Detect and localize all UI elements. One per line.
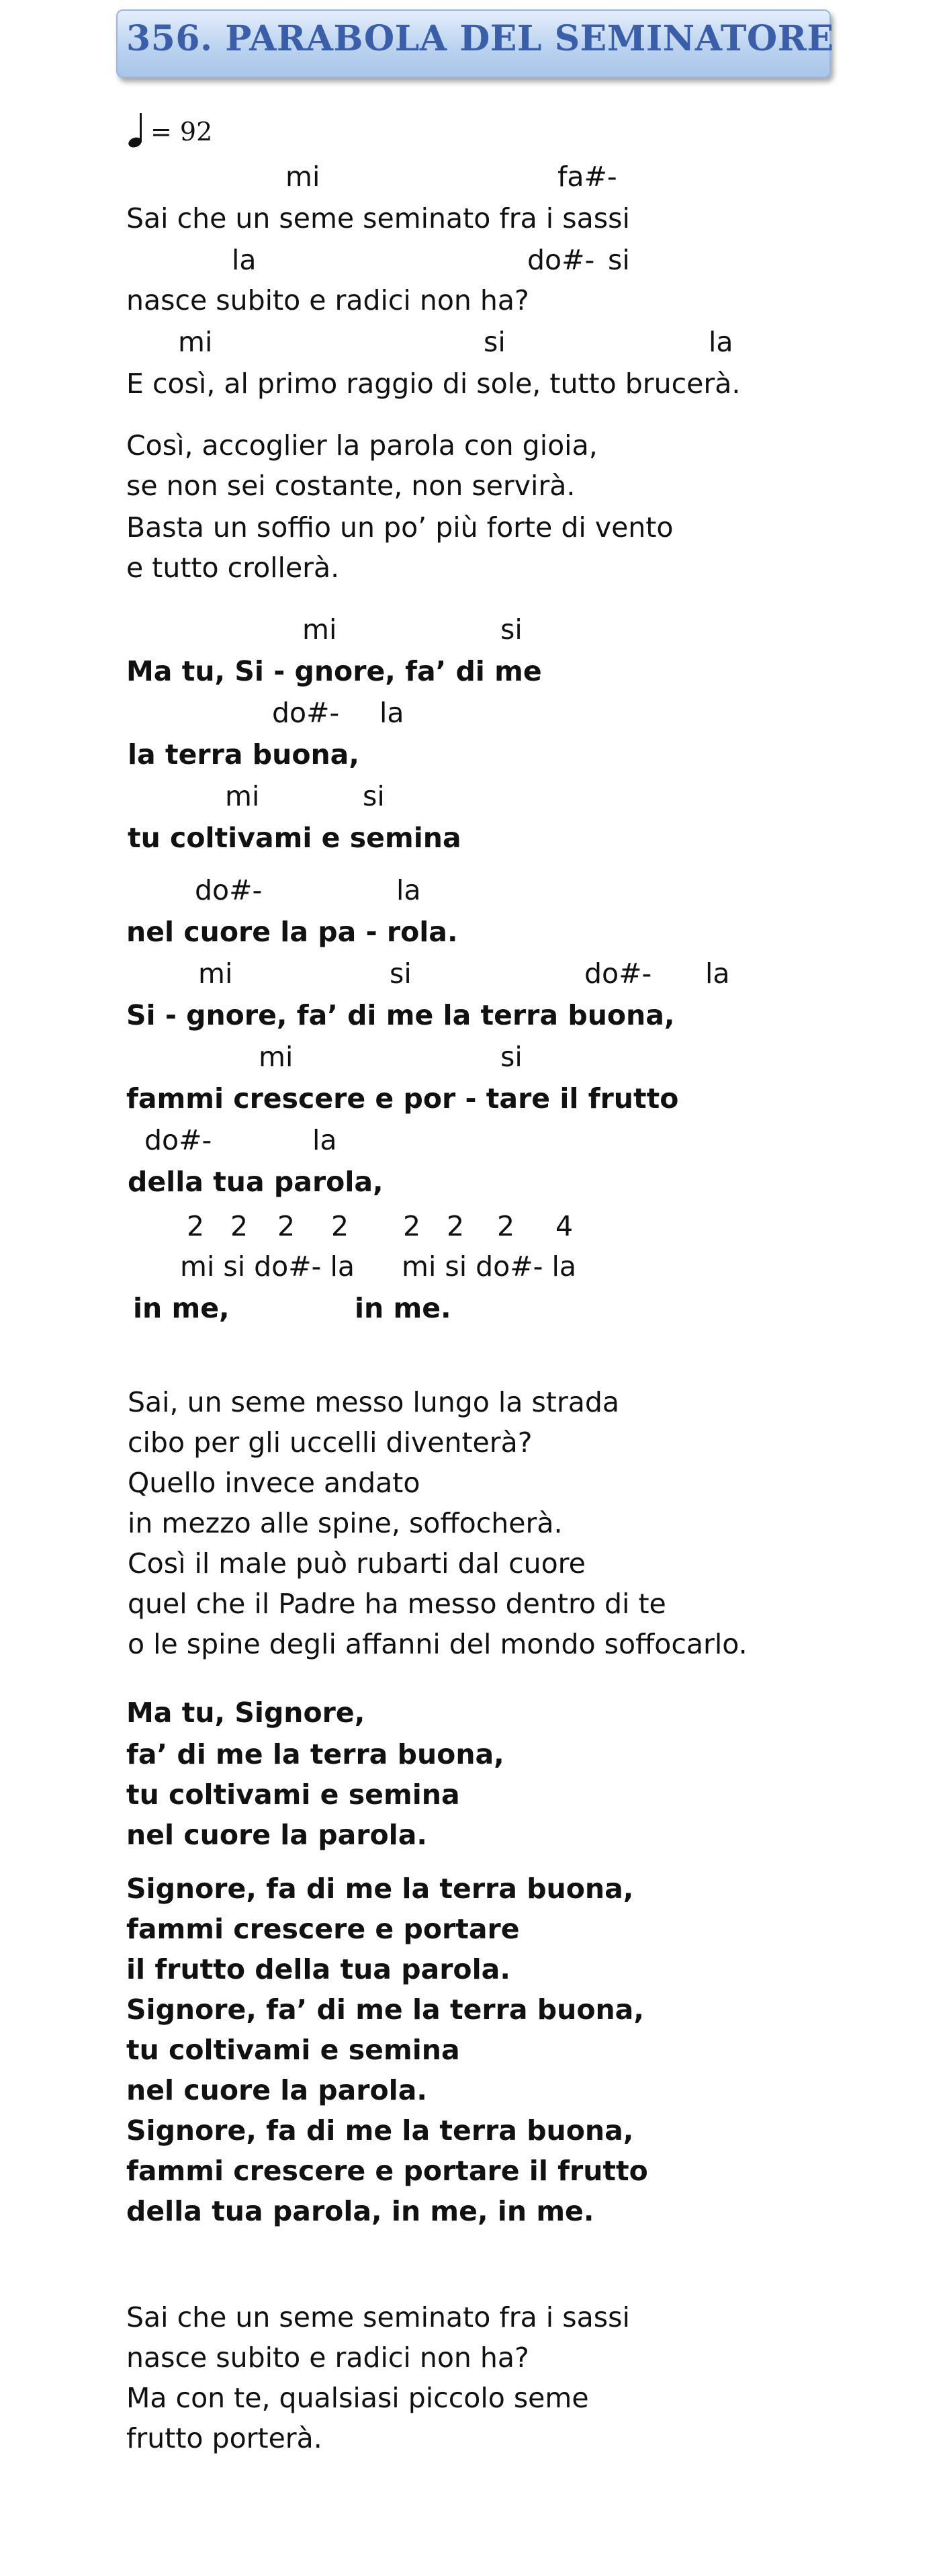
chord-label: la — [705, 957, 730, 990]
chord-label: si — [484, 326, 506, 358]
chord-label: la — [379, 697, 404, 729]
lyric-line: E così, al primo raggio di sole, tutto brucerà. — [126, 368, 741, 400]
lyric-line: Basta un soffio un po’ più forte di vento — [126, 511, 674, 544]
chord-label: si — [608, 244, 630, 276]
refrain-line: fammi crescere e portare il frutto — [126, 2155, 648, 2187]
refrain-line: tu coltivami e semina — [126, 2034, 460, 2066]
chord-label: do#- — [527, 244, 595, 276]
lyric-line: o le spine degli affanni del mondo soffocarlo. — [128, 1628, 748, 1660]
quarter-note-icon — [128, 110, 148, 151]
chord-label: mi — [259, 1041, 294, 1073]
lyric-line: cibo per gli uccelli diventerà? — [128, 1426, 533, 1459]
refrain-line: Ma tu, Signore, — [126, 1697, 365, 1729]
chord-label: do#- — [195, 874, 263, 906]
chord-label: 4 — [555, 1210, 574, 1242]
chord-label: mi — [198, 957, 233, 990]
refrain-line: della tua parola, in me, in me. — [126, 2195, 594, 2227]
chord-label: 2 — [277, 1210, 296, 1242]
chord-label: si — [500, 613, 523, 646]
chord-label: 2 — [403, 1210, 421, 1242]
refrain-line: della tua parola, — [128, 1166, 384, 1198]
chord-label: fa#- — [557, 161, 617, 193]
refrain-line: nel cuore la parola. — [126, 2074, 427, 2106]
chord-label: do#- — [584, 957, 652, 990]
chord-label: 2 — [331, 1210, 349, 1242]
song-title: 356. PARABOLA DEL SEMINATORE — [126, 18, 834, 59]
chord-label: 2 — [447, 1210, 465, 1242]
refrain-line: nel cuore la parola. — [126, 1819, 427, 1851]
lyric-line: in mezzo alle spine, soffocherà. — [128, 1507, 563, 1539]
chord-label: 2 — [497, 1210, 515, 1242]
refrain-line: la terra buona, — [128, 738, 359, 771]
lyric-line: frutto porterà. — [126, 2422, 322, 2454]
chord-label: mi — [285, 161, 320, 193]
chord-label: do#- — [272, 697, 340, 729]
refrain-line: Si - gnore, fa’ di me la terra buona, — [126, 999, 675, 1031]
lyric-line: Così, accoglier la parola con gioia, — [126, 429, 598, 462]
tempo-value: = 92 — [150, 117, 213, 146]
chord-label: si — [363, 780, 385, 812]
refrain-line: fa’ di me la terra buona, — [126, 1738, 504, 1770]
refrain-line: Signore, fa di me la terra buona, — [126, 1873, 634, 1905]
chord-label: la — [312, 1124, 337, 1156]
refrain-line: in me. — [355, 1292, 451, 1324]
lyric-line: Sai che un seme seminato fra i sassi — [126, 2301, 630, 2333]
chord-label: la — [709, 326, 733, 358]
chord-label: mi si do#- la — [180, 1250, 355, 1283]
refrain-line: Ma tu, Si - gnore, fa’ di me — [126, 655, 542, 687]
chord-label: mi — [302, 613, 337, 646]
chord-label: mi si do#- la — [402, 1250, 576, 1283]
refrain-line: tu coltivami e semina — [128, 822, 461, 854]
chord-label: si — [390, 957, 412, 990]
chord-label: 2 — [187, 1210, 205, 1242]
lyric-line: nasce subito e radici non ha? — [126, 284, 529, 316]
chord-label: mi — [178, 326, 213, 358]
lyric-line: Sai, un seme messo lungo la strada — [128, 1386, 620, 1418]
refrain-line: Signore, fa’ di me la terra buona, — [126, 1993, 644, 2026]
refrain-line: nel cuore la pa - rola. — [126, 916, 458, 948]
refrain-line: Signore, fa di me la terra buona, — [126, 2114, 634, 2147]
refrain-line: il frutto della tua parola. — [126, 1953, 510, 1985]
refrain-line: in me, — [133, 1292, 230, 1324]
lyric-line: e tutto crollerà. — [126, 552, 340, 584]
lyric-line: Quello invece andato — [128, 1467, 420, 1499]
chord-label: do#- — [144, 1124, 212, 1156]
lyric-line: se non sei costante, non servirà. — [126, 470, 576, 502]
lyric-line: Sai che un seme seminato fra i sassi — [126, 202, 630, 234]
lyric-line: Così il male può rubarti dal cuore — [128, 1547, 586, 1580]
refrain-line: tu coltivami e semina — [126, 1778, 460, 1811]
lyric-line: nasce subito e radici non ha? — [126, 2342, 529, 2374]
chord-label: 2 — [230, 1210, 249, 1242]
chord-label: la — [396, 874, 421, 906]
chord-label: mi — [225, 780, 260, 812]
lyric-line: Ma con te, qualsiasi piccolo seme — [126, 2382, 589, 2414]
chord-label: si — [500, 1041, 523, 1073]
chord-label: la — [232, 244, 257, 276]
lyric-line: quel che il Padre ha messo dentro di te — [128, 1588, 666, 1620]
refrain-line: fammi crescere e portare — [126, 1913, 520, 1945]
refrain-line: fammi crescere e por - tare il frutto — [126, 1082, 679, 1115]
